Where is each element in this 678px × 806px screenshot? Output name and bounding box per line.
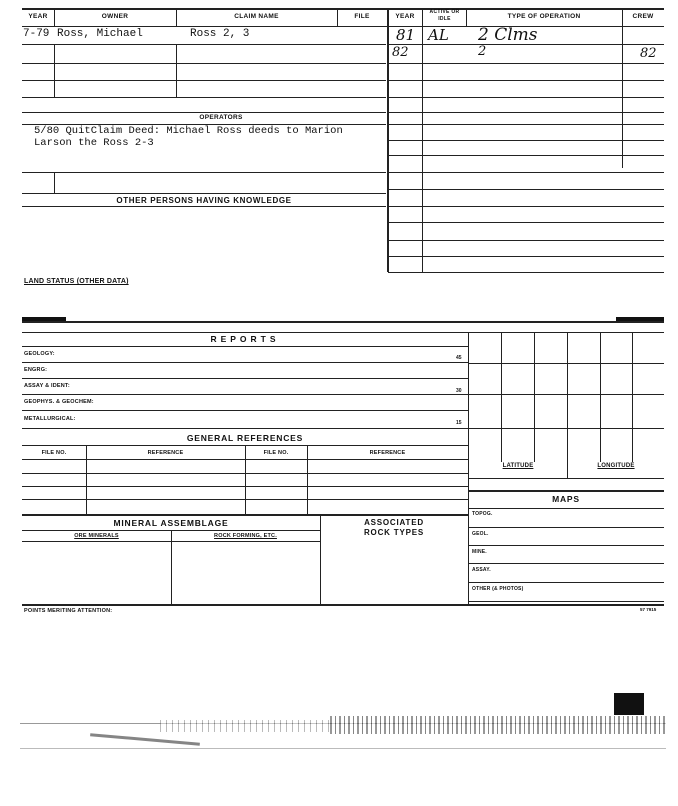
report-row-geophys: GEOPHYS. & GEOCHEM: — [24, 399, 94, 405]
ref-col-file-no-2: FILE NO. — [263, 450, 289, 456]
reports-header: REPORTS — [210, 334, 280, 344]
mineral-assemblage-header: MINERAL ASSEMBLAGE — [113, 518, 229, 528]
maps-header: MAPS — [552, 494, 580, 504]
crew-header: CREW — [632, 13, 654, 20]
handwritten-crew: 82 — [640, 46, 657, 61]
side-number-45: 45 — [456, 355, 462, 361]
general-references-header: GENERAL REFERENCES — [186, 433, 304, 443]
report-row-metallurgical: METALLURGICAL: — [24, 416, 76, 422]
ref-col-reference-1: REFERENCE — [147, 450, 184, 456]
handwritten-count: 2 — [478, 44, 487, 59]
ref-col-file-no-1: FILE NO. — [41, 450, 67, 456]
row1-year: 7-79 — [23, 28, 50, 40]
ref-col-reference-2: REFERENCE — [369, 450, 406, 456]
year-header: YEAR — [28, 13, 48, 20]
operators-header: OPERATORS — [199, 114, 243, 121]
handwritten-year2: 82 — [392, 45, 409, 60]
map-row-assay: ASSAY. — [472, 567, 491, 573]
map-row-other: OTHER (& PHOTOS) — [472, 586, 524, 592]
operators-line-1: 5/80 QuitClaim Deed: Michael Ross deeds to Marion — [34, 125, 343, 137]
claim-name-header: CLAIM NAME — [234, 13, 279, 20]
side-number-30: 30 — [456, 388, 462, 394]
map-row-mine: MINE. — [472, 549, 487, 555]
handwritten-active-status: AL — [428, 26, 449, 44]
form-number: 57 7915 — [640, 607, 657, 612]
map-row-topog: TOPOG. — [472, 511, 493, 517]
owner-header: OWNER — [101, 13, 129, 20]
side-number-15: 15 — [456, 420, 462, 426]
active-idle-header: ACTIVE OR IDLE — [429, 9, 460, 22]
type-of-operation-header: TYPE OF OPERATION — [507, 13, 581, 20]
row1-owner: Ross, Michael — [57, 28, 143, 40]
map-row-geol: GEOL. — [472, 531, 489, 537]
handwritten-operation: 2 Clms — [478, 25, 538, 45]
report-row-geology: GEOLOGY: — [24, 351, 55, 357]
longitude-label: LONGITUDE — [597, 463, 635, 469]
row1-claim-name: Ross 2, 3 — [190, 28, 250, 40]
points-meriting-attention-label: POINTS MERITING ATTENTION: — [24, 608, 113, 614]
year2-header: YEAR — [395, 13, 415, 20]
land-status-label: LAND STATUS (OTHER DATA) — [24, 278, 129, 285]
latitude-label: LATITUDE — [502, 463, 534, 469]
associated-label: ASSOCIATED — [364, 518, 424, 527]
report-row-engrg: ENGRG: — [24, 367, 48, 373]
operators-line-2: Larson the Ross 2-3 — [34, 137, 154, 149]
other-persons-header: OTHER PERSONS HAVING KNOWLEDGE — [116, 196, 292, 205]
report-row-assay: ASSAY & IDENT: — [24, 383, 70, 389]
ore-minerals-label: ORE MINERALS — [74, 533, 119, 539]
rock-types-label: ROCK TYPES — [363, 528, 424, 537]
handwritten-active-year: 81 — [396, 26, 416, 44]
file-header: FILE — [354, 13, 370, 20]
rock-forming-label: ROCK FORMING, ETC. — [214, 533, 277, 539]
